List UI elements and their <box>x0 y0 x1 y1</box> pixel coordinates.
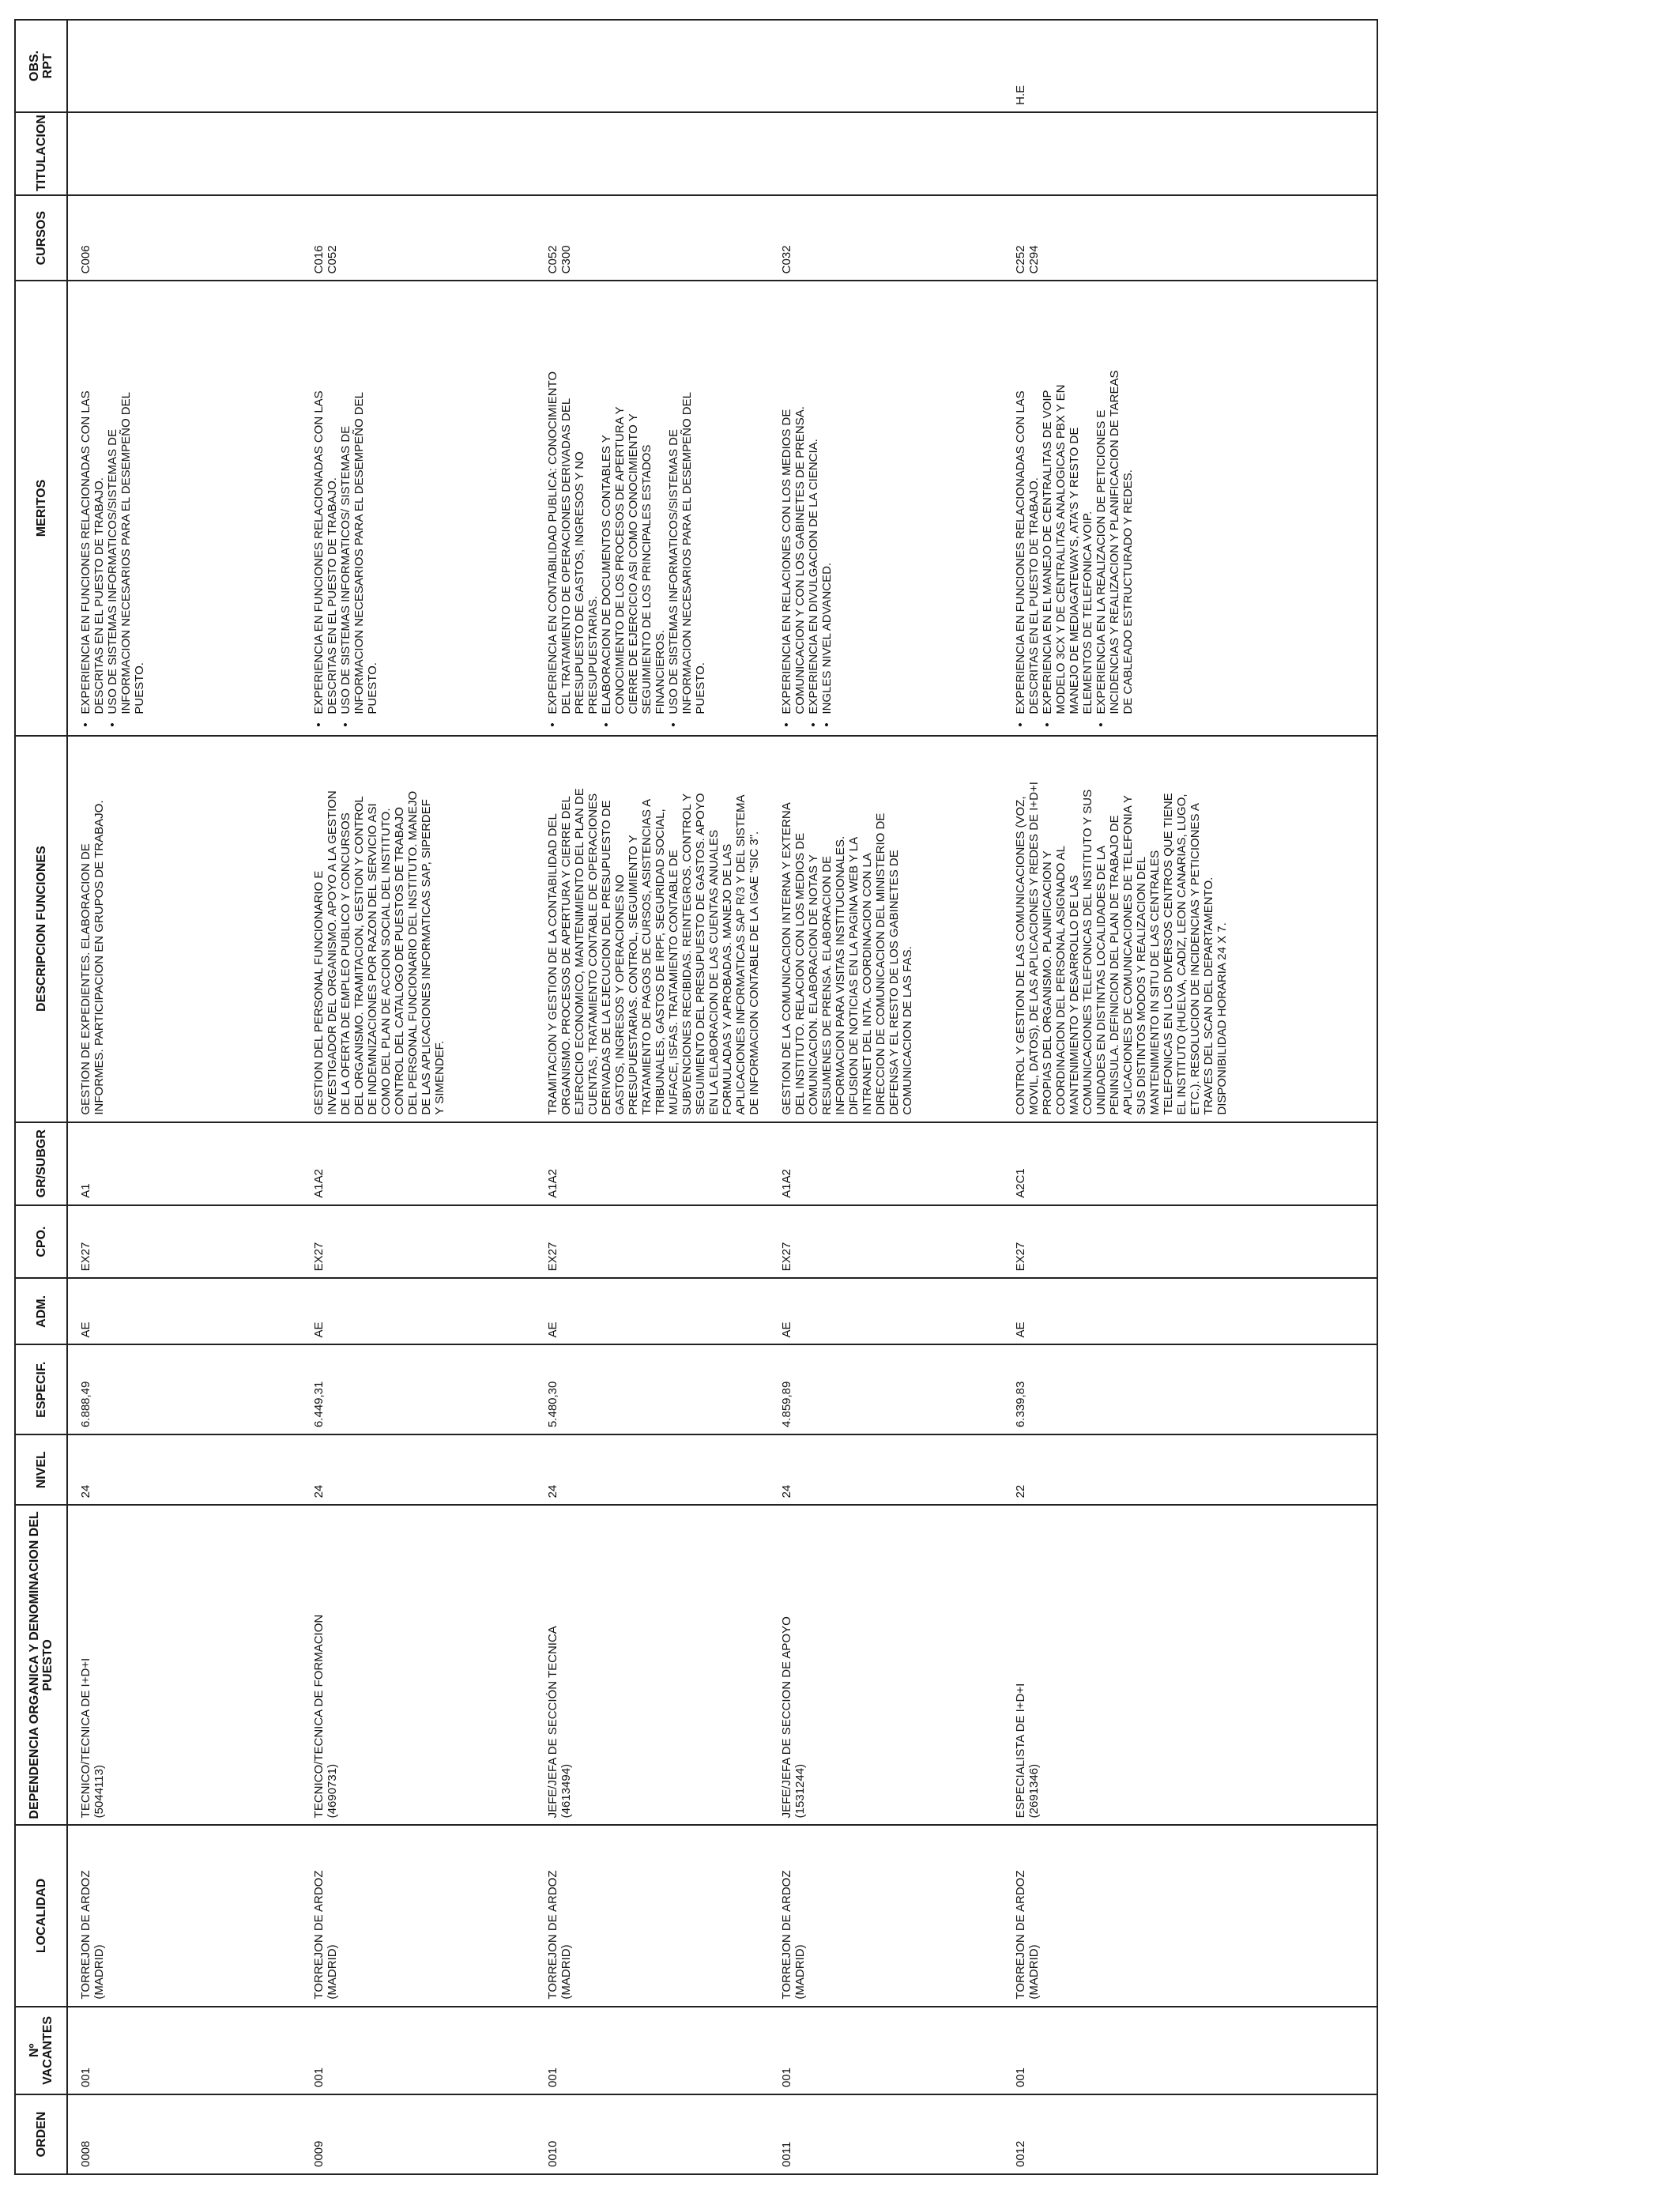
cell-titulacion <box>535 112 769 195</box>
cell-vacantes: 001 <box>301 2007 535 2094</box>
cell-cursos: C032 <box>769 195 1003 281</box>
merit-item: • USO DE SISTEMAS INFORMATICOS/ SISTEMAS DE INFORMACION NECESARIOS PARA EL DESEMPEÑO DEL PUESTO. <box>339 288 379 714</box>
cell-especif: 6.339,83 <box>1003 1344 1237 1434</box>
cell-cursos: C252 C294 <box>1003 195 1237 281</box>
cell-localidad: TORREJON DE ARDOZ (MADRID) <box>769 1825 1003 2006</box>
cell-titulacion <box>769 112 1003 195</box>
empty-cell <box>1237 2007 1377 2094</box>
header-titulacion: TITULACION <box>15 112 67 195</box>
cell-orden: 0010 <box>535 2094 769 2174</box>
cell-obs <box>301 20 535 112</box>
merit-item: • EXPERIENCIA EN DIVULGACION DE LA CIENCIA. <box>807 288 820 714</box>
table-row <box>769 20 1003 2174</box>
cell-adm: AE <box>535 1278 769 1344</box>
cell-adm: AE <box>67 1278 301 1344</box>
merits-list <box>1014 288 1135 728</box>
table-row <box>1003 20 1237 2174</box>
empty-cell <box>1237 1434 1377 1505</box>
cell-orden: 0008 <box>67 2094 301 2174</box>
table-row <box>67 20 301 2174</box>
merits-list <box>312 288 379 728</box>
cell-meritos <box>769 281 1003 735</box>
merit-item: • ELABORACION DE DOCUMENTOS CONTABLES Y CONOCIMIENTO DE LOS PROCESOS DE APERTURA Y CIERRE DE EJERCICIO ASI COMO CONOCIMIENTO Y SEGUIMIENTO DE LOS PRINCIPALES ESTADOS FINANCIEROS. <box>600 288 667 714</box>
cell-especif: 5.480,30 <box>535 1344 769 1434</box>
cell-cpo: EX27 <box>301 1205 535 1279</box>
cell-localidad: TORREJON DE ARDOZ (MADRID) <box>301 1825 535 2006</box>
table-row <box>301 20 535 2174</box>
merit-item: • INGLES NIVEL ADVANCED. <box>820 288 834 714</box>
cell-orden: 0011 <box>769 2094 1003 2174</box>
merits-list <box>780 288 834 728</box>
empty-cell <box>1237 2094 1377 2174</box>
cell-vacantes: 001 <box>1003 2007 1237 2094</box>
cell-vacantes: 001 <box>67 2007 301 2094</box>
merit-item: • EXPERIENCIA EN FUNCIONES RELACIONADAS CON LAS DESCRITAS EN EL PUESTO DE TRABAJO. <box>312 288 339 714</box>
header-adm: ADM. <box>15 1278 67 1344</box>
cell-cpo: EX27 <box>67 1205 301 1279</box>
header-row <box>15 20 67 2174</box>
cell-nivel: 24 <box>67 1434 301 1505</box>
cell-localidad: TORREJON DE ARDOZ (MADRID) <box>535 1825 769 2006</box>
cell-obs <box>535 20 769 112</box>
cell-grsubgr: A1A2 <box>301 1122 535 1205</box>
cell-titulacion <box>1003 112 1237 195</box>
merit-item: • EXPERIENCIA EN EL MANEJO DE CENTRALITAS DE VOIP MODELO 3CX Y DE CENTRALITAS ANALOGICAS PBX Y EN MANEJO DE MEDIAGATEWAYS, ATA'S Y RESTO DE ELEMENTOS DE TELEFONICA VOIP. <box>1041 288 1094 714</box>
header-localidad: LOCALIDAD <box>15 1825 67 2006</box>
empty-cell <box>1237 736 1377 1122</box>
empty-cell <box>1237 1122 1377 1205</box>
cell-denominacion: TECNICO/TECNICA DE I+D+I (5044113) <box>67 1505 301 1825</box>
cell-especif: 6.888,49 <box>67 1344 301 1434</box>
cell-funciones: GESTION DE EXPEDIENTES. ELABORACION DE INFORMES. PARTICIPACION EN GRUPOS DE TRABAJO. <box>67 736 301 1122</box>
filler-row <box>1237 20 1377 2174</box>
cell-cursos: C052 C300 <box>535 195 769 281</box>
cell-grsubgr: A1 <box>67 1122 301 1205</box>
header-orden: ORDEN <box>15 2094 67 2174</box>
cell-titulacion <box>67 112 301 195</box>
cell-especif: 4.859,89 <box>769 1344 1003 1434</box>
cell-grsubgr: A1A2 <box>769 1122 1003 1205</box>
cell-grsubgr: A2C1 <box>1003 1122 1237 1205</box>
header-nivel: NIVEL <box>15 1434 67 1505</box>
cell-especif: 6.449,31 <box>301 1344 535 1434</box>
cell-denominacion: JEFE/JEFA DE SECCION DE APOYO (1531244) <box>769 1505 1003 1825</box>
cell-cpo: EX27 <box>535 1205 769 1279</box>
cell-orden: 0009 <box>301 2094 535 2174</box>
cell-vacantes: 001 <box>535 2007 769 2094</box>
header-meritos: MERITOS <box>15 281 67 735</box>
cell-funciones: CONTROL Y GESTION DE LAS COMUNICACIONES (VOZ, MOVIL, DATOS), DE LAS APLICACIONES Y REDES DE I+D+I PROPIAS DEL ORGANISMO. PLANIFICACION Y COORDINACION DEL PERSONAL ASIGNADO AL MANTENIMIENTO Y DESARROLLO DE LAS COMUNICACIONES TELEFONICAS DEL INSTITUTO Y SUS UNIDADES EN DISTINTAS LOCALIDADES DE LA PENINSULA. DEFINICION DEL PLAN DE TRABAJO DE APLICACIONES DE COMUNICACIONES DE TELEFONIA Y SUS DISTINTOS MODOS Y REALIZACION DEL MANTENIMIENTO IN SITU DE LAS CENTRALES TELEFONICAS EN LOS DIVERSOS CENTROS QUE TIENE EL INSTITUTO (HUELVA, CADIZ, LEON CANARIAS, LUGO, ETC.). RESOLUCION DE INCIDENCIAS Y PETICIONES A TRAVES DEL SCAN DEL DEPARTAMENTO. DISPONIBILIDAD HORARIA 24 X 7. <box>1003 736 1237 1122</box>
cell-adm: AE <box>769 1278 1003 1344</box>
merit-item: • EXPERIENCIA EN LA REALIZACION DE PETICIONES E INCIDENCIAS Y REALIZACION Y PLANIFICACION DE TAREAS DE CABLEADO ESTRUCTURADO Y REDES. <box>1094 288 1135 714</box>
empty-cell <box>1237 195 1377 281</box>
empty-cell <box>1237 281 1377 735</box>
cell-localidad: TORREJON DE ARDOZ (MADRID) <box>1003 1825 1237 2006</box>
cell-cursos: C016 C052 <box>301 195 535 281</box>
merits-list <box>79 288 146 728</box>
cell-obs <box>67 20 301 112</box>
cell-meritos <box>535 281 769 735</box>
empty-cell <box>1237 1278 1377 1344</box>
merit-item: • EXPERIENCIA EN FUNCIONES RELACIONADAS CON LAS DESCRITAS EN EL PUESTO DE TRABAJO. <box>79 288 106 714</box>
cell-meritos <box>301 281 535 735</box>
merit-item: • EXPERIENCIA EN CONTABILIDAD PUBLICA: CONOCIMIENTO DEL TRATAMIENTO DE OPERACIONES DERIVADAS DEL PRESUPUESTO DE GASTOS, INGRESOS Y NO PRESUPUESTARIAS. <box>546 288 600 714</box>
header-obs: OBS. RPT <box>15 20 67 112</box>
cell-meritos <box>67 281 301 735</box>
merit-item: • USO DE SISTEMAS INFORMATICOS/SISTEMAS DE INFORMACION NECESARIOS PARA EL DESEMPEÑO DEL PUESTO. <box>106 288 146 714</box>
header-cpo: CPO. <box>15 1205 67 1279</box>
cell-adm: AE <box>301 1278 535 1344</box>
cell-nivel: 24 <box>301 1434 535 1505</box>
header-cursos: CURSOS <box>15 195 67 281</box>
merit-item: • USO DE SISTEMAS INFORMATICOS/SISTEMAS DE INFORMACION NECESARIOS PARA EL DESEMPEÑO DEL PUESTO. <box>667 288 707 714</box>
empty-cell <box>1237 20 1377 112</box>
cell-funciones: GESTION DE LA COMUNICACION INTERNA Y EXTERNA DEL INSTITUTO. RELACION CON LOS MEDIOS DE COMUNICACION. ELABORACION DE NOTAS Y RESUMENES DE PRENSA. ELABORACION DE INFORMACION PARA VISITAS INSTITUCIONALES. DIFUSION DE NOTICIAS EN LA PAGINA WEB Y LA INTRANET DEL INTA. COORDINACION CON LA DIRECCION DE COMUNICACION DEL MINISTERIO DE DEFENSA Y EL RESTO DE LOS GABINETES DE COMUNICACION DE LAS FAS. <box>769 736 1003 1122</box>
header-funciones: DESCRIPCION FUNCIONES <box>15 736 67 1122</box>
empty-cell <box>1237 112 1377 195</box>
cell-obs <box>769 20 1003 112</box>
cell-cpo: EX27 <box>1003 1205 1237 1279</box>
header-vacantes: Nº VACANTES <box>15 2007 67 2094</box>
header-especif: ESPECIF. <box>15 1344 67 1434</box>
cell-nivel: 24 <box>769 1434 1003 1505</box>
table-row <box>535 20 769 2174</box>
cell-funciones: TRAMITACION Y GESTION DE LA CONTABILIDAD DEL ORGANISMO. PROCESOS DE APERTURA Y CIERRE DEL EJERCICIO ECONOMICO, MANTENIMIENTO DEL PLAN DE CUENTAS, TRATAMIENTO CONTABLE DE OPERACIONES DERIVADAS DE LA EJECUCION DEL PRESUPUESTO DE GASTOS, INGRESOS Y OPERACIONES NO PRESUPUESTARIAS. CONTROL, SEGUIMIENTO Y TRATAMIENTO DE PAGOS DE CURSOS, ASISTENCIAS A TRIBUNALES, GASTOS DE IRPF, SEGURIDAD SOCIAL, MUFACE, ISFAS. TRATAMIENTO CONTABLE DE SUBVENCIONES RECIBIDAS. REINTEGROS. CONTROL Y SEGUIMIENTO DEL PRESUPUESTO DE GASTOS. APOYO EN LA ELABORACION DE LAS CUENTAS ANUALES FORMULADAS Y APROBADAS. MANEJO DE LAS APLICACIONES INFORMATICAS SAP R/3 Y DEL SISTEMA DE INFORMACION CONTABLE DE LA IGAE "SIC 3". <box>535 736 769 1122</box>
cell-cursos: C006 <box>67 195 301 281</box>
cell-grsubgr: A1A2 <box>535 1122 769 1205</box>
cell-vacantes: 001 <box>769 2007 1003 2094</box>
cell-orden: 0012 <box>1003 2094 1237 2174</box>
cell-denominacion: JEFE/JEFA DE SECCIÓN TECNICA (4613494) <box>535 1505 769 1825</box>
cell-localidad: TORREJON DE ARDOZ (MADRID) <box>67 1825 301 2006</box>
table-body <box>67 20 1377 2174</box>
empty-cell <box>1237 1505 1377 1825</box>
cell-nivel: 22 <box>1003 1434 1237 1505</box>
merit-item: • EXPERIENCIA EN RELACIONES CON LOS MEDIOS DE COMUNICACION Y CON LOS GABINETES DE PRENSA. <box>780 288 807 714</box>
cell-nivel: 24 <box>535 1434 769 1505</box>
merits-list <box>546 288 707 728</box>
cell-denominacion: TECNICO/TECNICA DE FORMACION (4690731) <box>301 1505 535 1825</box>
cell-denominacion: ESPECIALISTA DE I+D+I (2691346) <box>1003 1505 1237 1825</box>
cell-meritos <box>1003 281 1237 735</box>
rpt-table <box>14 19 1378 2175</box>
cell-titulacion <box>301 112 535 195</box>
cell-adm: AE <box>1003 1278 1237 1344</box>
empty-cell <box>1237 1825 1377 2006</box>
empty-cell <box>1237 1344 1377 1434</box>
merit-item: • EXPERIENCIA EN FUNCIONES RELACIONADAS CON LAS DESCRITAS EN EL PUESTO DE TRABAJO. <box>1014 288 1041 714</box>
header-denominacion: DEPENDENCIA ORGANICA Y DENOMINACION DEL PUESTO <box>15 1505 67 1825</box>
cell-cpo: EX27 <box>769 1205 1003 1279</box>
cell-funciones: GESTION DEL PERSONAL FUNCIONARIO E INVESTIGADOR DEL ORGANISMO. APOYO A LA GESTION DE LA OFERTA DE EMPLEO PUBLICO Y CONCURSOS DEL ORGANISMO. TRAMITACION, GESTION Y CONTROL DE INDEMNIZACIONES POR RAZON DEL SERVICIO ASI COMO DEL PLAN DE ACCION SOCIAL DEL INSTITUTO. CONTROL DEL CATALOGO DE PUESTOS DE TRABAJO DEL PERSONAL FUNCIONARIO DEL INSTITUTO. MANEJO DE LAS APLICACIONES INFORMATICAS SAP, SIPERDEF Y SIMENDEF. <box>301 736 535 1122</box>
empty-cell <box>1237 1205 1377 1279</box>
cell-obs: H.E <box>1003 20 1237 112</box>
header-grsubgr: GR/SUBGR <box>15 1122 67 1205</box>
